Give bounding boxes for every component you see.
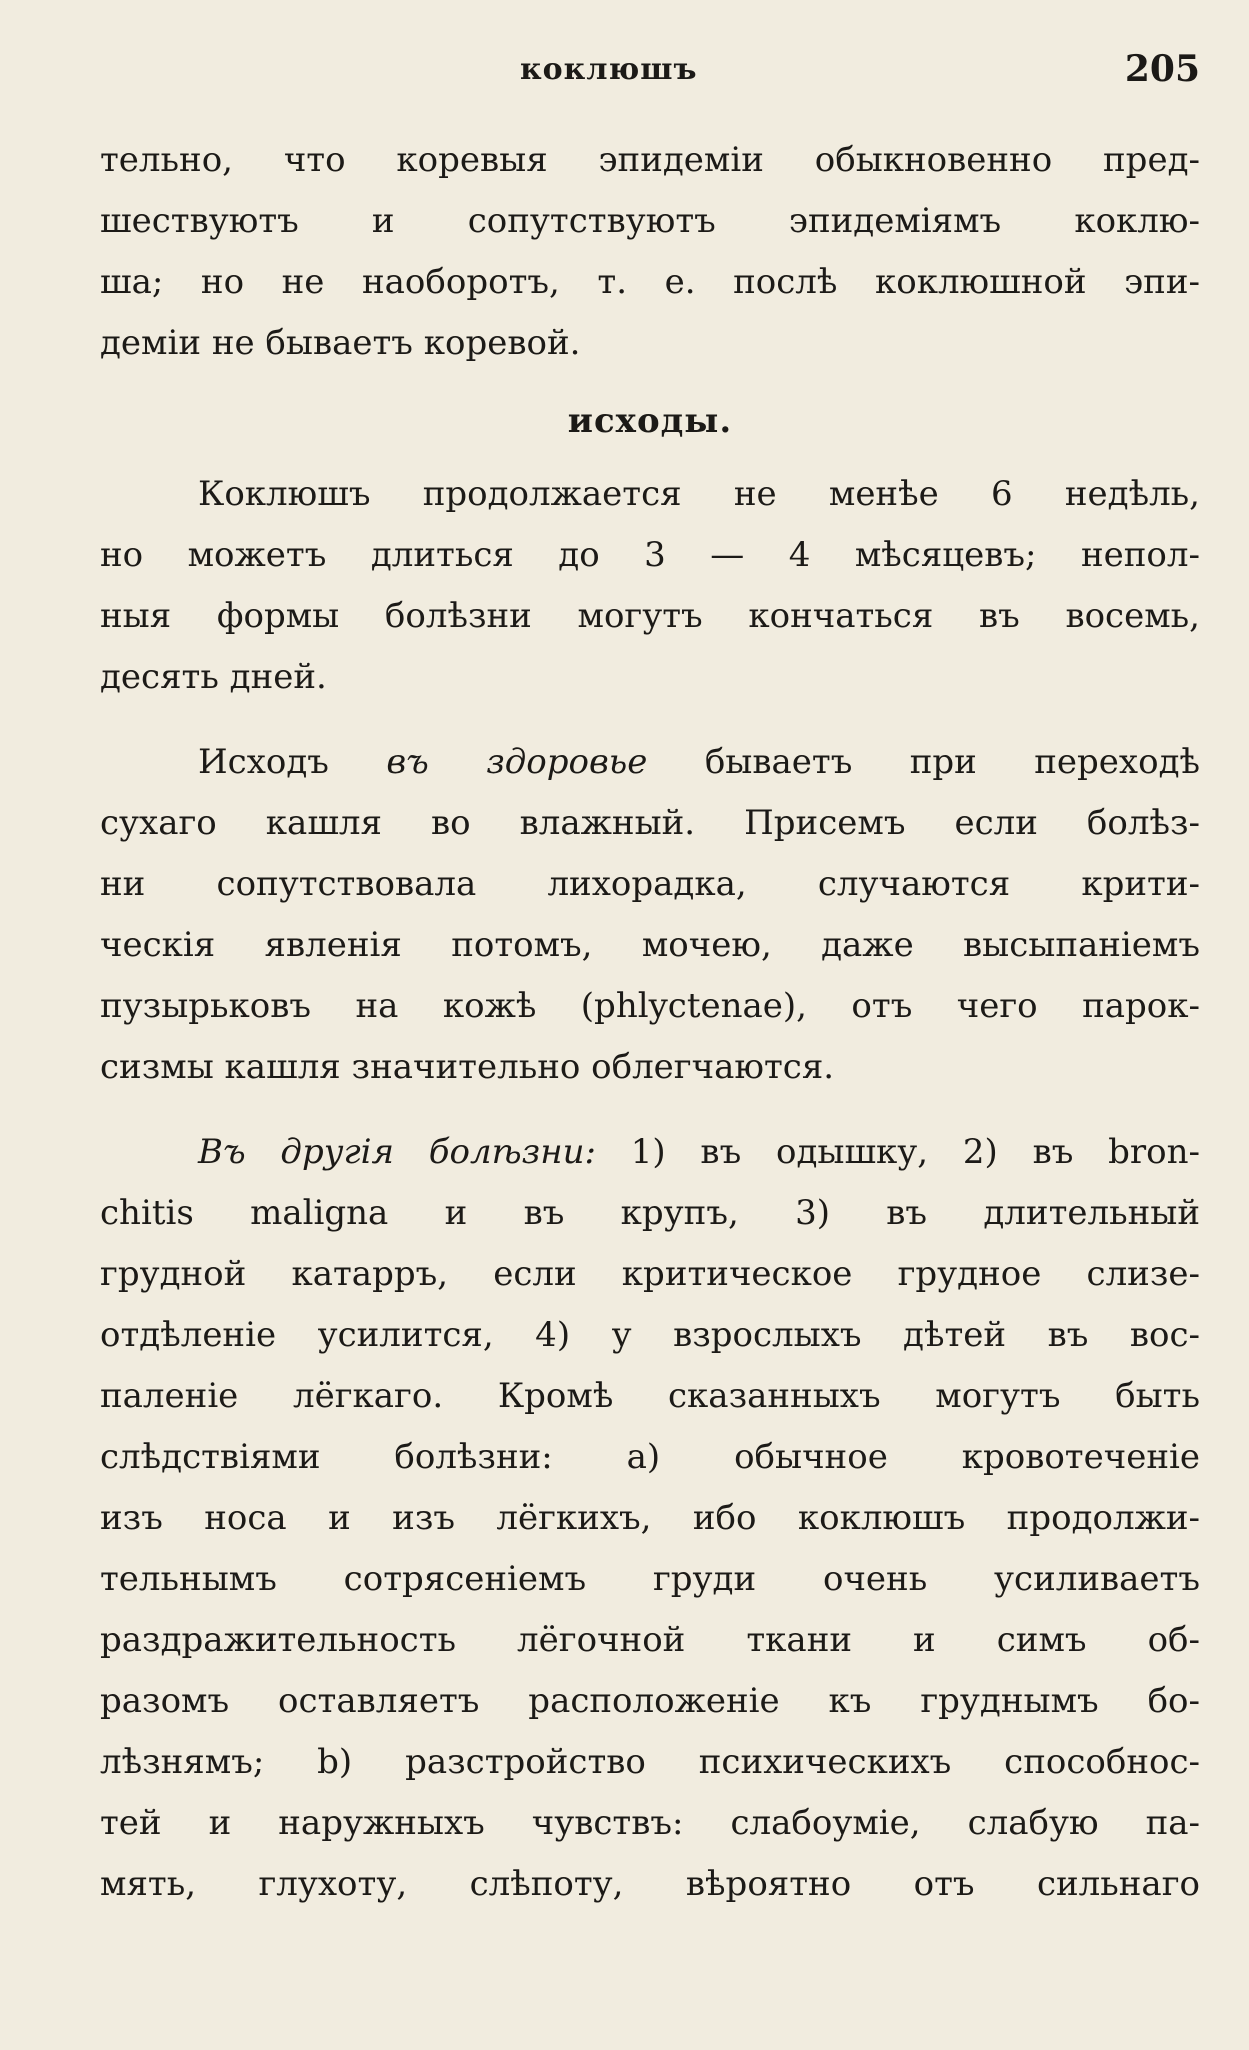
italic-phrase: въ здоровье (386, 742, 648, 782)
section-heading: исходы. (567, 401, 733, 441)
text-line: chitis maligna и въ крупъ, 3) въ длительный (100, 1193, 1200, 1233)
text-line (100, 732, 1200, 793)
text-line (100, 1122, 1200, 1183)
text-line: деміи не бываетъ коревой. (100, 323, 581, 363)
page-number: 205 (1124, 48, 1200, 90)
text-line: сизмы кашля значительно облегчаются. (100, 1047, 835, 1087)
text-line: ческія явленія потомъ, мочею, даже высыпаніемъ (100, 925, 1200, 965)
text-line: слѣдствіями болѣзни: а) обычное кровотеченіе (100, 1437, 1200, 1477)
body-text (100, 130, 1200, 1915)
text-line: ни сопутствовала лихорадка, случаются крити- (100, 864, 1200, 904)
paragraph-gap (100, 1098, 1200, 1122)
text-line: паленіе лёгкаго. Кромѣ сказанныхъ могутъ быть (100, 1376, 1200, 1416)
text-line: ныя формы болѣзни могутъ кончаться въ восемь, (100, 596, 1200, 636)
text-line: лѣзнямъ; b) разстройство психическихъ способнос- (100, 1742, 1200, 1782)
italic-phrase: Въ другія болѣзни: (198, 1132, 596, 1172)
text-line: Коклюшъ продолжается не менѣе 6 недѣль, (198, 474, 1200, 514)
text-line: ша; но не наоборотъ, т. е. послѣ коклюшной эпи- (100, 262, 1200, 302)
text-run: 1) въ одышку, 2) въ bron- (595, 1132, 1200, 1172)
text-line: изъ носа и изъ лёгкихъ, ибо коклюшъ продолжи- (100, 1498, 1200, 1538)
text-line: грудной катарръ, если критическое грудное слизе- (100, 1254, 1200, 1294)
text-line: тельнымъ сотрясеніемъ груди очень усиливаетъ (100, 1559, 1200, 1599)
running-header (100, 48, 1200, 112)
text-line: пузырьковъ на кожѣ (phlyctenae), отъ чего парок- (100, 986, 1200, 1026)
running-title: коклюшъ (520, 52, 698, 87)
text-line: десять дней. (100, 657, 327, 697)
text-line: сухаго кашля во влажный. Присемъ если болѣз- (100, 803, 1200, 843)
text-line: разомъ оставляетъ расположеніе къ груднымъ бо- (100, 1681, 1200, 1721)
text-line: отдѣленіе усилится, 4) у взрослыхъ дѣтей въ вос- (100, 1315, 1200, 1355)
text-line: но можетъ длиться до 3 — 4 мѣсяцевъ; непол- (100, 535, 1200, 575)
paragraph-gap (100, 708, 1200, 732)
text-line: мять, глухоту, слѣпоту, вѣроятно отъ сильнаго (100, 1864, 1200, 1904)
text-run: бываетъ при переходѣ (647, 742, 1200, 782)
text-line: шествуютъ и сопутствуютъ эпидеміямъ коклю- (100, 201, 1200, 241)
text-line: тельно, что коревыя эпидеміи обыкновенно пред- (100, 140, 1200, 180)
text-line: тей и наружныхъ чувствъ: слабоуміе, слабую па- (100, 1803, 1200, 1843)
text-line: раздражительность лёгочной ткани и симъ об- (100, 1620, 1200, 1660)
text-run: Исходъ (198, 742, 387, 782)
